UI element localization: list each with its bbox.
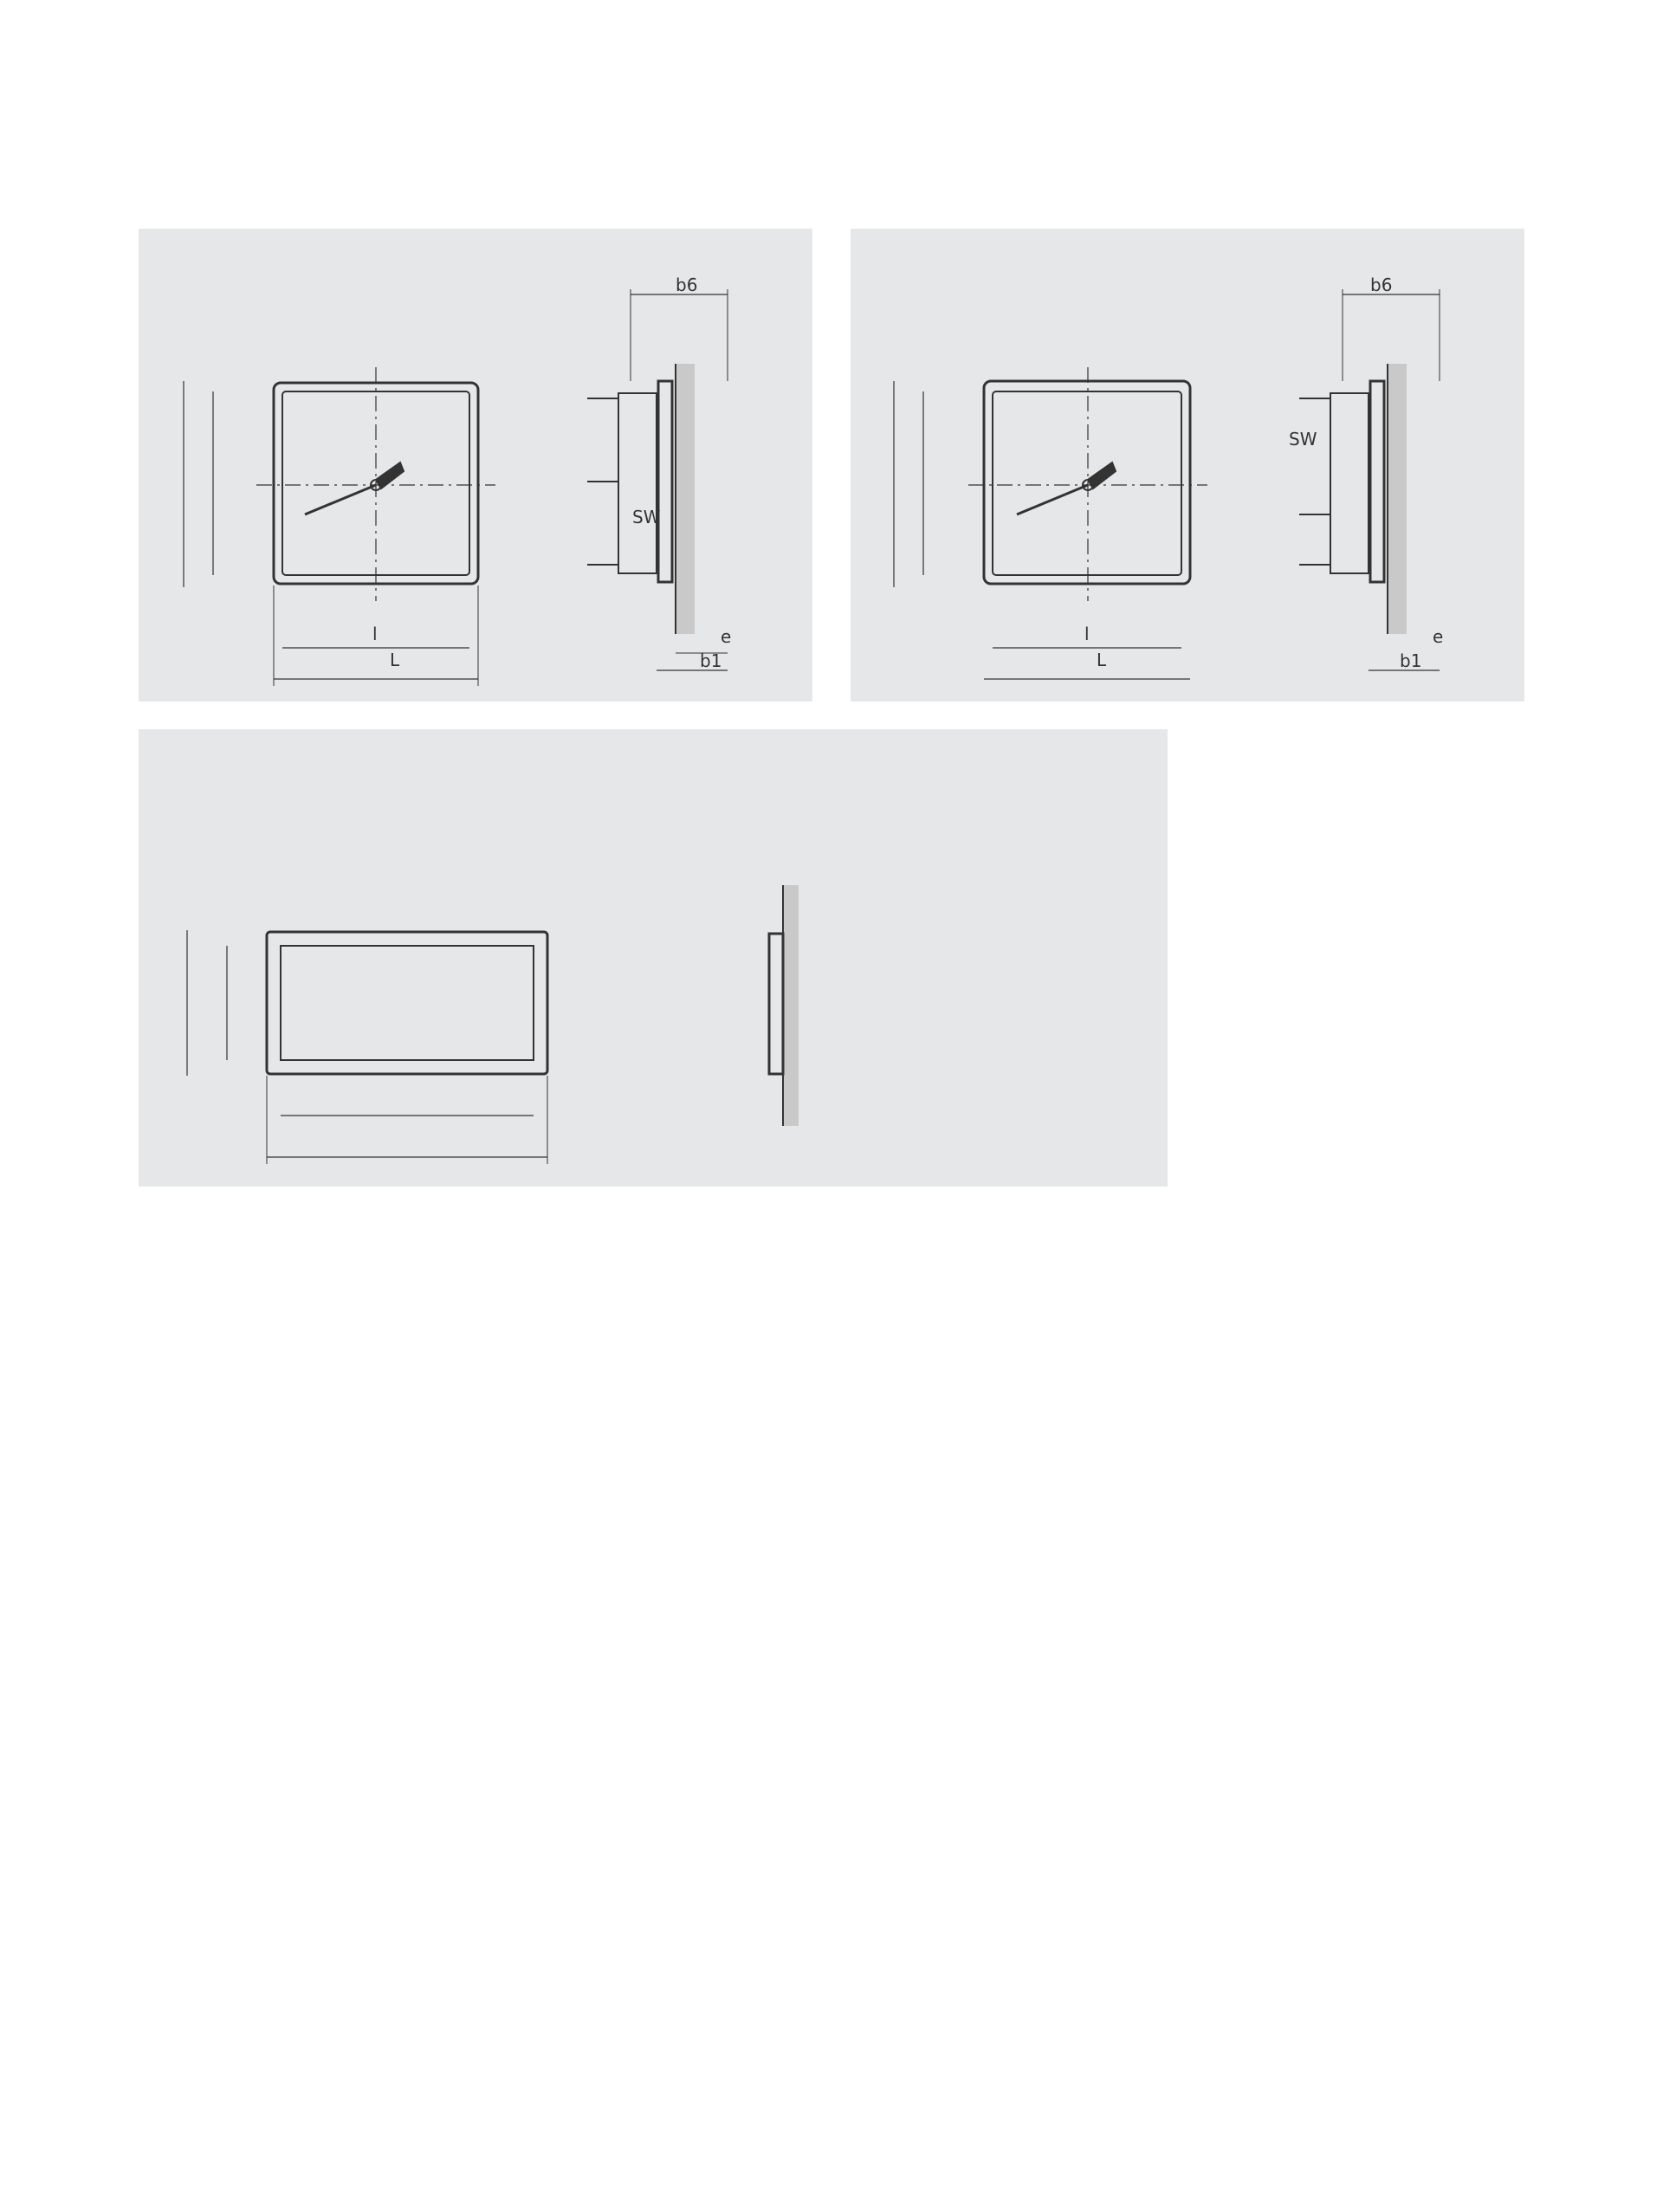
dim-label: e: [1433, 626, 1444, 647]
figure-panel-144x72: [139, 729, 1168, 1187]
figure-panel-72-96: [139, 229, 812, 702]
dim-label: l: [372, 624, 378, 644]
figure-panel-144x144: [851, 229, 1524, 702]
dim-label: b1: [1400, 650, 1422, 671]
technical-drawing: [851, 229, 1524, 702]
dim-label: e: [721, 626, 732, 647]
dim-label: L: [1097, 650, 1107, 670]
dim-label: L: [390, 650, 400, 670]
technical-drawing: [139, 729, 1168, 1187]
dim-label: l: [1084, 624, 1090, 644]
dim-label: SW: [632, 507, 661, 527]
technical-drawing: [139, 229, 812, 702]
dim-label: b1: [700, 650, 722, 671]
dim-label: b6: [676, 275, 698, 295]
dim-label: b6: [1370, 275, 1393, 295]
dim-label: SW: [1289, 429, 1317, 450]
